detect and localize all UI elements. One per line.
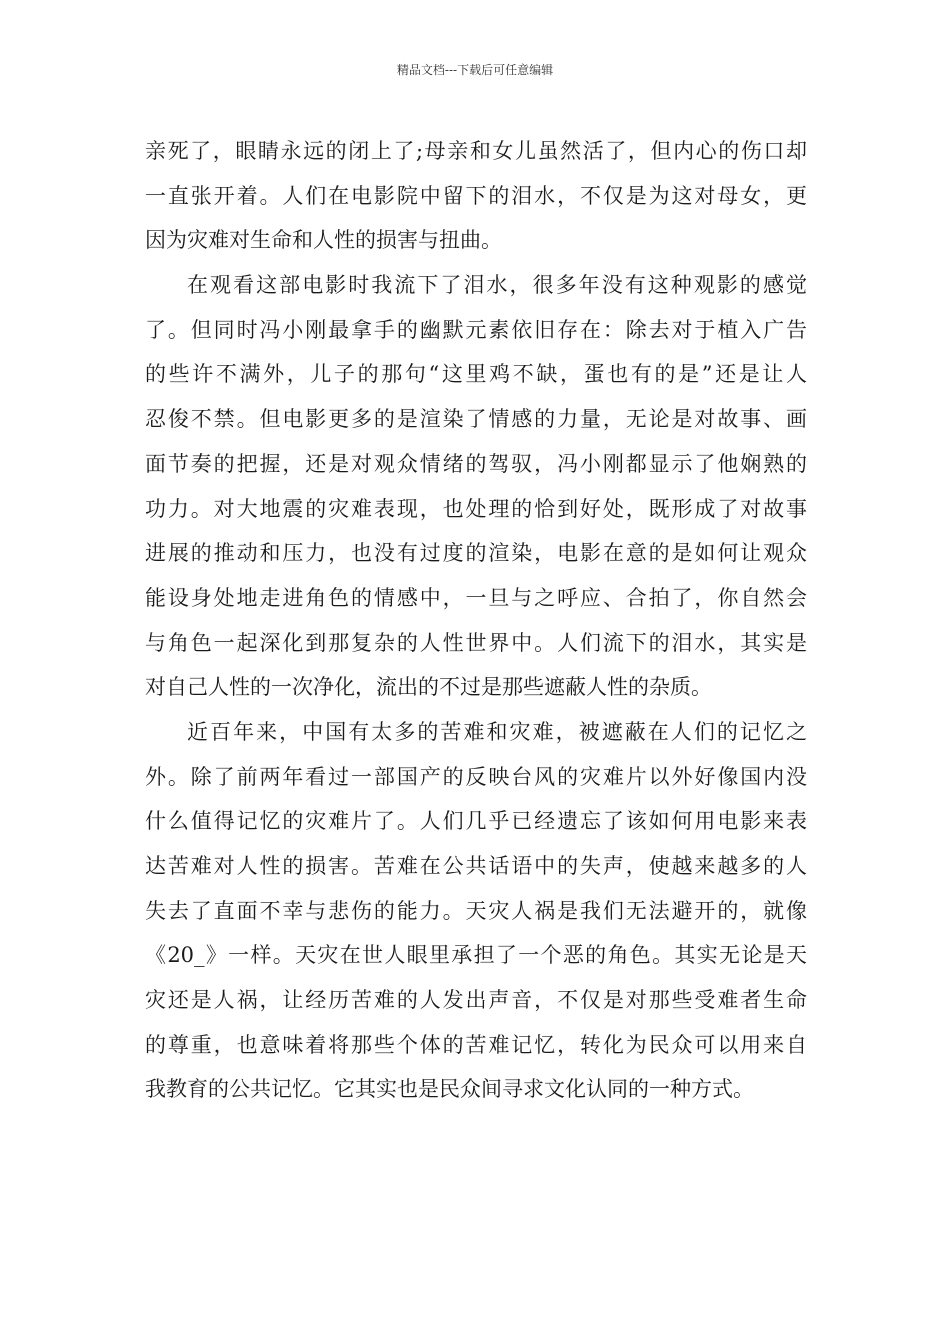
paragraph	[145, 129, 807, 263]
text-line: 能设身处地走进角色的情感中，一旦与之呼应、合拍了，你自然会	[145, 585, 807, 610]
text-line: 灾还是人祸，让经历苦难的人发出声音，不仅是对那些受难者生命	[145, 988, 807, 1013]
text-line: 外。除了前两年看过一部国产的反映台风的灾难片以外好像国内没	[145, 764, 807, 789]
text-line: 对自己人性的一次净化，流出的不过是那些遮蔽人性的杂质。	[145, 675, 712, 700]
text-line: 近百年来，中国有太多的苦难和灾难，被遮蔽在人们的记忆之	[187, 719, 807, 744]
text-line: 《20_》一样。天灾在世人眼里承担了一个恶的角色。其实无论是天	[145, 943, 807, 968]
text-line: 因为灾难对生命和人性的损害与扭曲。	[145, 228, 502, 253]
text-line: 面节奏的把握，还是对观众情绪的驾驭，冯小刚都显示了他娴熟的	[145, 451, 807, 476]
paragraph	[145, 710, 807, 1112]
text-line: 的尊重，也意味着将那些个体的苦难记忆，转化为民众可以用来自	[145, 1032, 807, 1057]
text-line: 忍俊不禁。但电影更多的是渲染了情感的力量，无论是对故事、画	[145, 407, 807, 432]
paragraph	[145, 263, 807, 710]
document-body	[145, 129, 807, 1112]
page-header: 精品文档---下载后可任意编辑	[396, 63, 554, 77]
text-line: 达苦难对人性的损害。苦难在公共话语中的失声，使越来越多的人	[145, 854, 807, 878]
text-line: 在观看这部电影时我流下了泪水，很多年没有这种观影的感觉	[187, 273, 807, 298]
text-line: 功力。对大地震的灾难表现，也处理的恰到好处，既形成了对故事	[145, 496, 807, 521]
text-line: 什么值得记忆的灾难片了。人们几乎已经遗忘了该如何用电影来表	[145, 809, 807, 834]
text-line: 进展的推动和压力，也没有过度的渲染，电影在意的是如何让观众	[145, 541, 807, 566]
text-line: 一直张开着。人们在电影院中留下的泪水，不仅是为这对母女，更	[145, 183, 807, 208]
text-line: 的些许不满外，儿子的那句“这里鸡不缺，蛋也有的是”还是让人	[145, 362, 807, 387]
text-line: 我教育的公共记忆。它其实也是民众间寻求文化认同的一种方式。	[145, 1077, 754, 1102]
text-line: 失去了直面不幸与悲伤的能力。天灾人祸是我们无法避开的，就像	[145, 898, 807, 923]
text-line: 与角色一起深化到那复杂的人性世界中。人们流下的泪水，其实是	[145, 630, 807, 655]
text-line: 亲死了，眼睛永远的闭上了;母亲和女儿虽然活了，但内心的伤口却	[145, 139, 807, 163]
text-line: 了。但同时冯小刚最拿手的幽默元素依旧存在：除去对于植入广告	[145, 317, 807, 342]
